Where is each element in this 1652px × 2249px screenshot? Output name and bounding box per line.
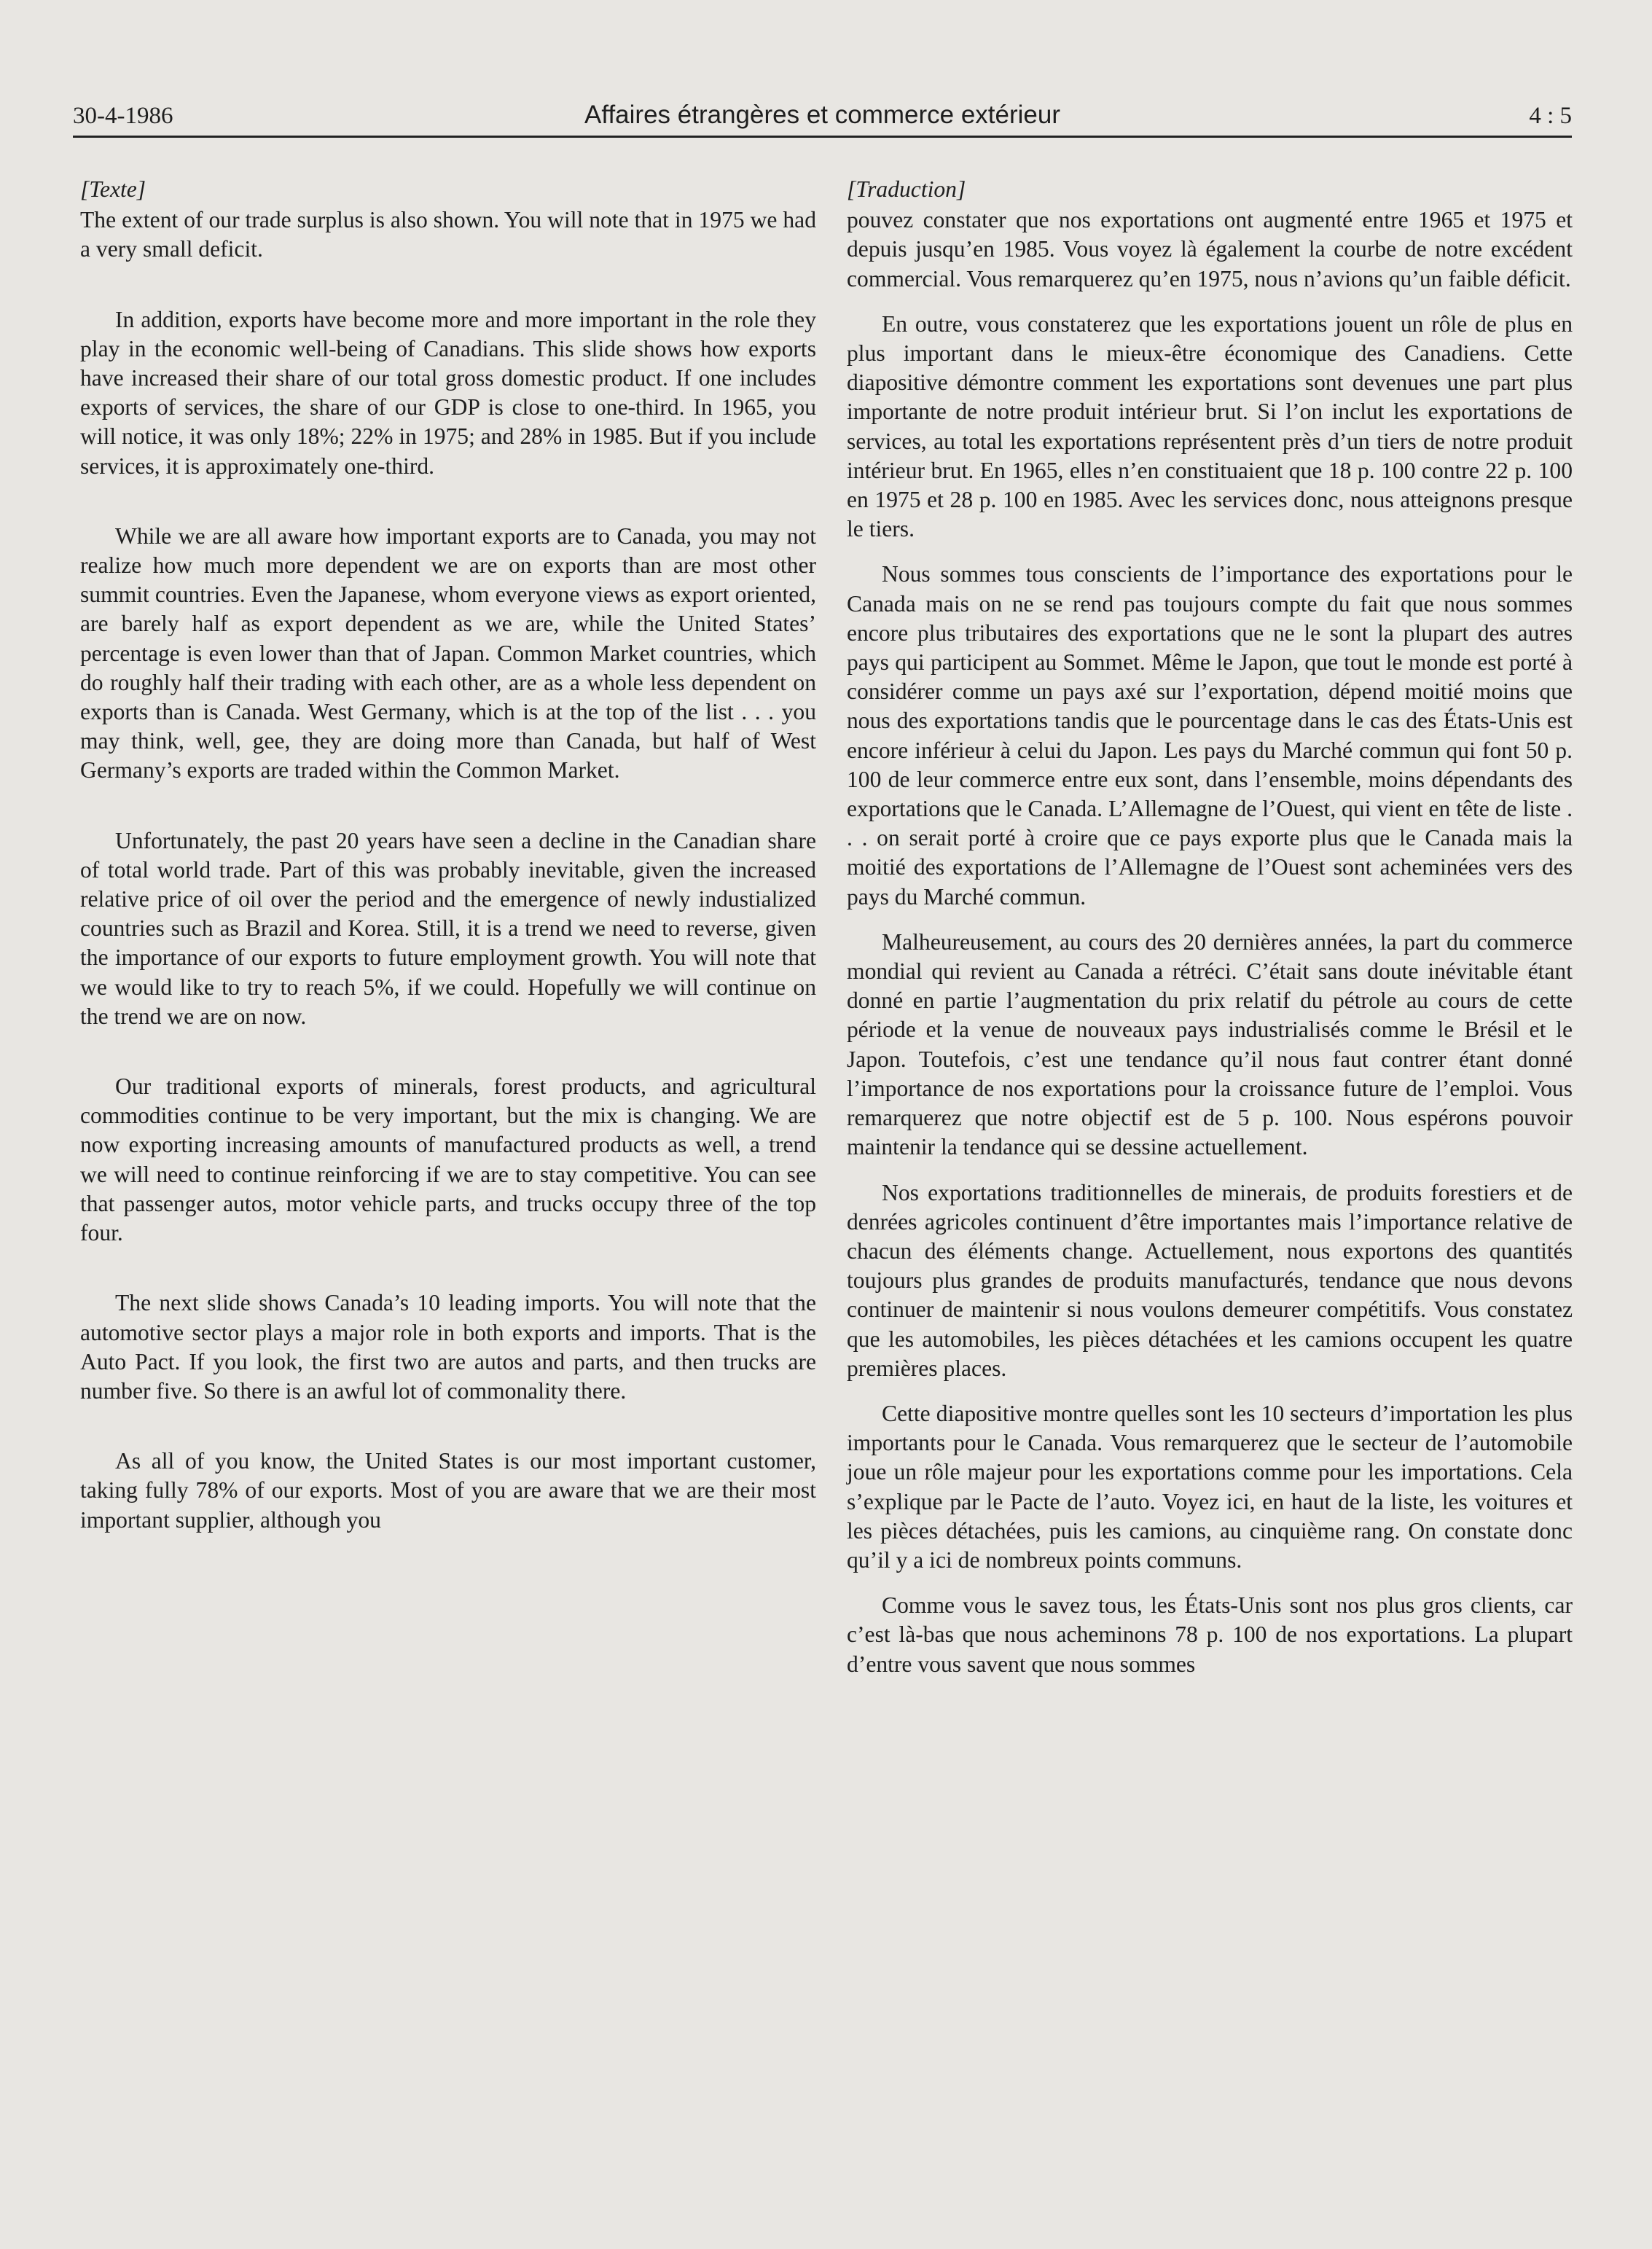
header-date: 30-4-1986 [73,103,173,129]
french-paragraph-1: pouvez constater que nos exportations ont augmenté entre 1965 et 1975 et depuis jusqu’en 1985. Vous voyez là également la courbe de notre excédent commercial. Vous remarquerez qu’en 1975, nous n’avions qu’un faible déficit. [847,207,1573,292]
english-column-label: [Texte] [80,176,146,202]
french-paragraph-3: Nous sommes tous conscients de l’importance des exportations pour le Canada mais on ne se rend pas toujours compte du fait que nous sommes encore plus tributaires des exportations que ne le sont la plupart des autres pays qui participent au Sommet. Même le Japon, que tout le monde est porté à considérer comme un pays axé sur l’exportation, dépend moitié moins que nous des exportations tandis que le pourcentage dans le cas des États-Unis est encore inférieur à celui du Japon. Les pays du Marché commun qui font 50 p. 100 de leur commerce entre eux sont, dans l’ensemble, moins dépendants des exportations que le Canada. L’Allemagne de l’Ouest, qui vient en tête de liste . . . on serait porté à croire que ce pays exporte plus que le Canada mais la moitié des exportations de l’Allemagne de l’Ouest sont acheminées vers des pays du Marché commun. [847,561,1573,910]
english-paragraph-7: As all of you know, the United States is our most important customer, taking fully 78% of our exports. Most of you are aware that we are their most important supplier, although you [80,1448,816,1533]
english-paragraph-5: Our traditional exports of minerals, forest products, and agricultural commodities continue to be very important, but the mix is changing. We are now exporting increasing amounts of manufactured products as well, a trend we will need to continue reinforcing if we are to stay competitive. You can see that passenger autos, motor vehicle parts, and trucks occupy three of the top four. [80,1073,816,1246]
french-paragraph-4: Malheureusement, au cours des 20 dernières années, la part du commerce mondial qui revient au Canada a rétréci. C’était sans doute inévitable étant donné en partie l’augmentation du prix relatif du pétrole au cours de cette période et la venue de nouveaux pays industrialisés comme le Brésil et le Japon. Toutefois, c’est une tendance qu’il nous faut contrer étant donné l’importance de nos exportations pour la croissance future de l’emploi. Vous remarquerez que notre objectif est de 5 p. 100. Nous espérons pouvoir maintenir la tendance qui se dessine actuellement. [847,928,1573,1160]
header-page-number: 4 : 5 [1529,103,1572,129]
english-column [80,175,816,1535]
french-column-label: [Traduction] [847,176,966,202]
english-paragraph-4: Unfortunately, the past 20 years have seen a decline in the Canadian share of total world trade. Part of this was probably inevitable, given the increased relative price of oil over the period and the emergence of newly industialized countries such as Brazil and Korea. Still, it is a trend we need to reverse, given the importance of our exports to future employment growth. You will note that we would like to try to reach 5%, if we could. Hopefully we will continue on the trend we are on now. [80,827,816,1029]
english-paragraph-6: The next slide shows Canada’s 10 leading imports. You will note that the automotive sector plays a major role in both exports and imports. That is the Auto Pact. If you look, the first two are autos and parts, and then trucks are number five. So there is an awful lot of commonality there. [80,1290,816,1404]
french-paragraph-6: Cette diapositive montre quelles sont les 10 secteurs d’importation les plus importants pour le Canada. Vous remarquerez que le secteur de l’automobile joue un rôle majeur pour les exportations comme pour les importations. Cela s’explique par le Pacte de l’auto. Voyez ici, en haut de la liste, les voitures et les pièces détachées, puis les camions, au cinquième rang. On constate donc qu’il y a ici de nombreux points communs. [847,1400,1573,1573]
english-paragraph-2: In addition, exports have become more and more important in the role they play in the economic well-being of Canadians. This slide shows how exports have increased their share of our total gross domestic product. If one includes exports of services, the share of our GDP is close to one-third. In 1965, you will notice, it was only 18%; 22% in 1975; and 28% in 1985. But if you include services, it is approximately one-third. [80,306,816,479]
french-paragraph-5: Nos exportations traditionnelles de minerais, de produits forestiers et de denrées agricoles continuent d’être importantes mais l’importance relative de chacun des éléments change. Actuellement, nous exportons des quantités toujours plus grandes de produits manufacturés, tendance que nous devons continuer de maintenir si nous voulons demeurer compétitifs. Vous constatez que les automobiles, les pièces détachées et les camions occupent les quatre premières places. [847,1179,1573,1381]
french-column [847,175,1573,1679]
header-title: Affaires étrangères et commerce extérieur [584,101,1060,129]
french-paragraph-2: En outre, vous constaterez que les exportations jouent un rôle de plus en plus important dans le mieux-être économique des Canadiens. Cette diapositive démontre comment les exportations sont devenues une part plus importante de notre produit intérieur brut. Si l’on inclut les exportations de services, au total les exportations représentent près d’un tiers de notre produit intérieur brut. En 1965, elles n’en constituaient que 18 p. 100 contre 22 p. 100 en 1975 et 28 p. 100 en 1985. Avec les services donc, nous atteignons presque le tiers. [847,310,1573,542]
french-paragraph-7: Comme vous le savez tous, les États-Unis sont nos plus gros clients, car c’est là-bas que nous acheminons 78 p. 100 de nos exportations. La plupart d’entre vous savent que nous sommes [847,1592,1573,1677]
english-paragraph-3: While we are all aware how important exports are to Canada, you may not realize how much more dependent we are on exports than are most other summit countries. Even the Japanese, whom everyone views as export oriented, are barely half as export dependent as we are, while the United States’ percentage is even lower than that of Japan. Common Market countries, which do roughly half their trading with each other, are as a whole less dependent on exports than is Canada. West Germany, which is at the top of the list . . . you may think, well, gee, they are doing more than Canada, but half of West Germany’s exports are traded within the Common Market. [80,523,816,783]
page-header [73,87,1572,138]
english-paragraph-1: The extent of our trade surplus is also shown. You will note that in 1975 we had a very small deficit. [80,207,816,262]
